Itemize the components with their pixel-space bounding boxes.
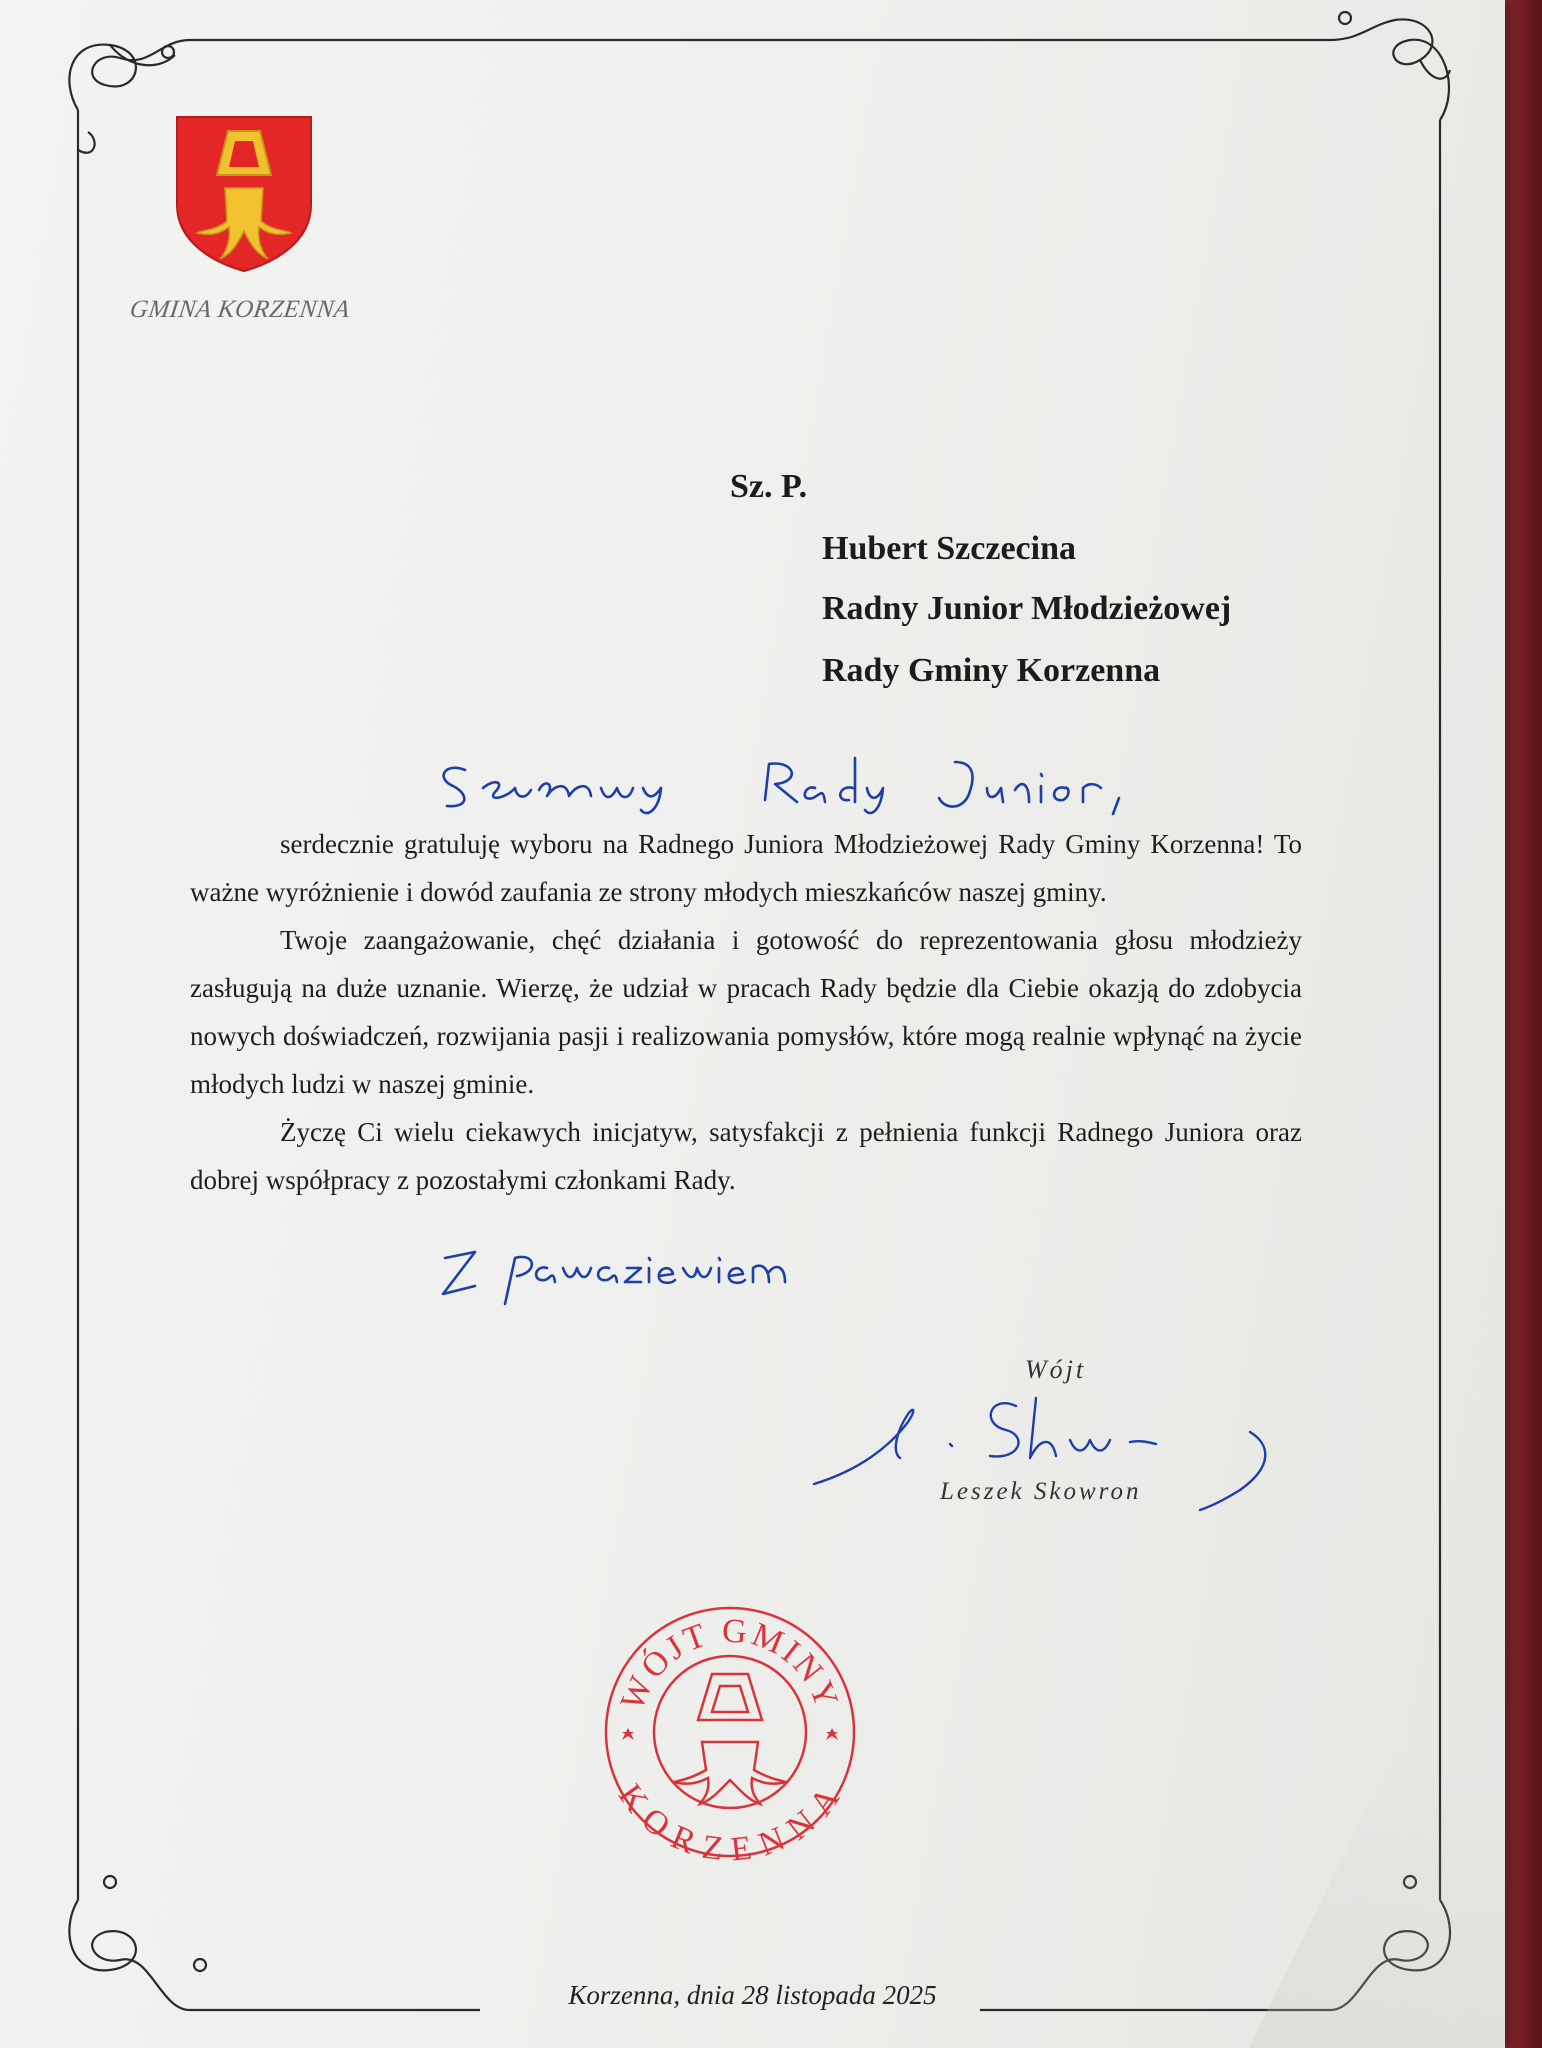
body-paragraph-2: Twoje zaangażowanie, chęć działania i gotowość do reprezentowania głosu młodzieży zasługują na duże uznanie. Wierzę, że udział w pracach Rady będzie dla Ciebie okazją do zdobycia nowych doświadczeń, rozwijania pasji i realizowania pomysłów, które mogą realnie wpłynąć na życie młodych ludzi w naszej gminie. (190, 925, 1302, 1099)
signer-position: Wójt (1025, 1355, 1087, 1384)
signer-name: Leszek Skowron (940, 1478, 1142, 1505)
official-seal-icon (600, 1602, 860, 1862)
seal-top-text: WÓJT GMINY (613, 1612, 847, 1716)
svg-text:WÓJT GMINY (614, 1612, 846, 1715)
svg-text:KORZENNA (611, 1778, 849, 1862)
seal-bottom-text: KORZENNA (610, 1777, 850, 1862)
body-paragraph-3: Życzę Ci wielu ciekawych inicjatyw, satysfakcji z pełnienia funkcji Radnego Juniora oraz dobrej współpracy z pozostałymi członkami Rady. (190, 1117, 1302, 1195)
recipient-title-line-1: Radny Junior Młodzieżowej (822, 590, 1232, 627)
recipient-title-line-2: Rady Gminy Korzenna (822, 652, 1161, 689)
recipient-honorific: Sz. P. (730, 468, 808, 505)
handwritten-closing (435, 1234, 865, 1314)
coat-of-arms-icon (173, 113, 315, 273)
folder-cover-edge (1500, 0, 1542, 2048)
place-and-date-text: Korzenna, dnia 28 listopada 2025 (568, 1980, 937, 2010)
recipient-name: Hubert Szczecina (822, 530, 1076, 567)
handwritten-salutation (435, 748, 1235, 818)
municipality-name: GMINA KORZENNA (128, 296, 352, 323)
body-paragraph-1: serdecznie gratuluję wyboru na Radnego Juniora Młodzieżowej Rady Gminy Korzenna! To ważne wyróżnienie i dowód zaufania ze strony młodych mieszkańców naszej gminy. (190, 829, 1302, 907)
letter-body (190, 820, 1302, 1204)
